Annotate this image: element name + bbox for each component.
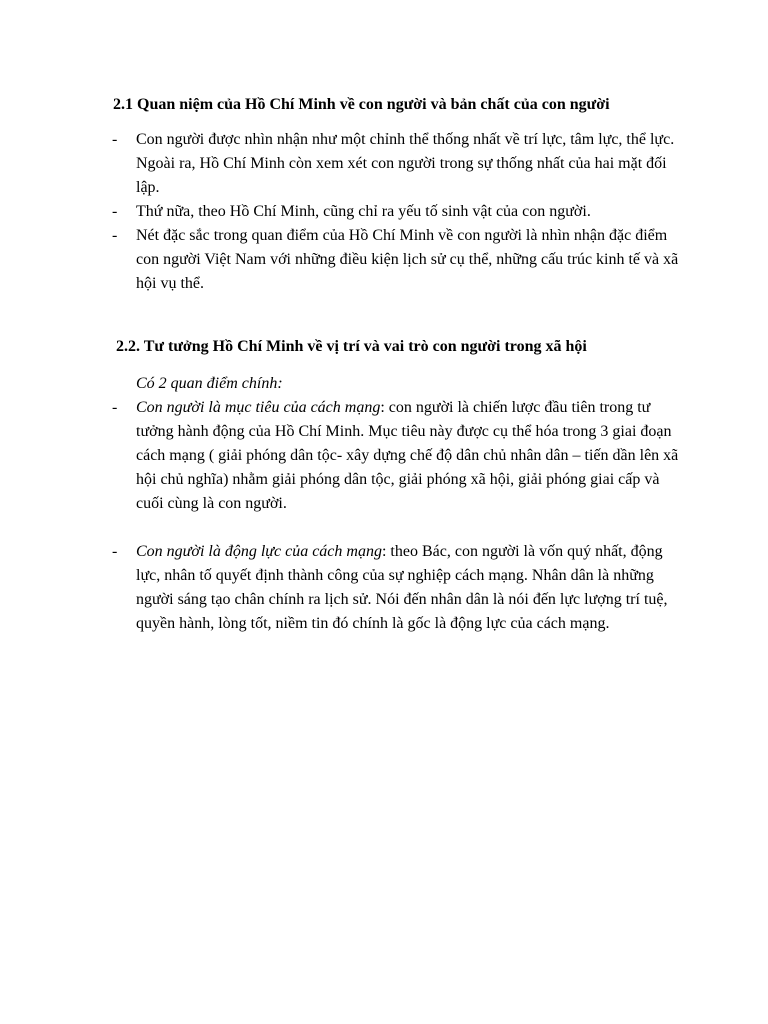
list-item: [112, 540, 682, 636]
point-text: : con người là chiến lược đầu tiên trong tư tưởng hành động của Hồ Chí Minh. Mục tiêu này được cụ thể hóa trong 3 giai đoạn cách mạng ( giải phóng dân tộc- xây dựng chế độ dân chủ nhân dân – tiến dần lên xã hội chủ nghĩa) nhằm giải phóng dân tộc, giải phóng xã hội, giải phóng giai cấp và cuối cùng là con người.: [136, 399, 679, 512]
point-lead: Con người là động lực của cách mạng: [136, 543, 382, 560]
bullet-dash: -: [112, 543, 118, 560]
list-item: [112, 396, 682, 516]
bullet-dash: -: [112, 227, 118, 244]
bullet-text: Thứ nữa, theo Hồ Chí Minh, cũng chỉ ra yếu tố sinh vật của con người.: [136, 203, 591, 220]
list-item: [112, 224, 682, 296]
bullet-text: Nét đặc sắc trong quan điểm của Hồ Chí Minh về con người là nhìn nhận đặc điểm con người Việt Nam với những điều kiện lịch sử cụ thể, những cấu trúc kinh tế và xã hội vụ thể.: [136, 227, 679, 292]
point-lead: Con người là mục tiêu của cách mạng: [136, 399, 381, 416]
section-2-heading: 2.2. Tư tưởng Hồ Chí Minh về vị trí và vai trò con người trong xã hội: [116, 338, 587, 355]
section-1-bullet-list: [112, 128, 682, 296]
section-1-heading: 2.1 Quan niệm của Hồ Chí Minh về con người và bản chất của con người: [113, 96, 610, 113]
section-2-point-1-list: [112, 396, 682, 516]
list-item: [112, 128, 682, 200]
section-2-intro: Có 2 quan điểm chính:: [136, 375, 283, 392]
bullet-dash: -: [112, 399, 118, 416]
bullet-text: Con người được nhìn nhận như một chỉnh thể thống nhất về trí lực, tâm lực, thể lực. Ngoài ra, Hồ Chí Minh còn xem xét con người trong sự thống nhất của hai mặt đối lập.: [136, 131, 675, 196]
list-item: [112, 200, 682, 224]
section-2-point-2-list: [112, 540, 682, 636]
point-text: : theo Bác, con người là vốn quý nhất, động lực, nhân tố quyết định thành công của sự nghiệp cách mạng. Nhân dân là những người sáng tạo chân chính ra lịch sử. Nói đến nhân dân là nói đến lực lượng trí tuệ, quyền hành, lòng tốt, niềm tin đó chính là gốc là động lực của cách mạng.: [136, 543, 668, 632]
bullet-dash: -: [112, 203, 118, 220]
bullet-dash: -: [112, 131, 118, 148]
